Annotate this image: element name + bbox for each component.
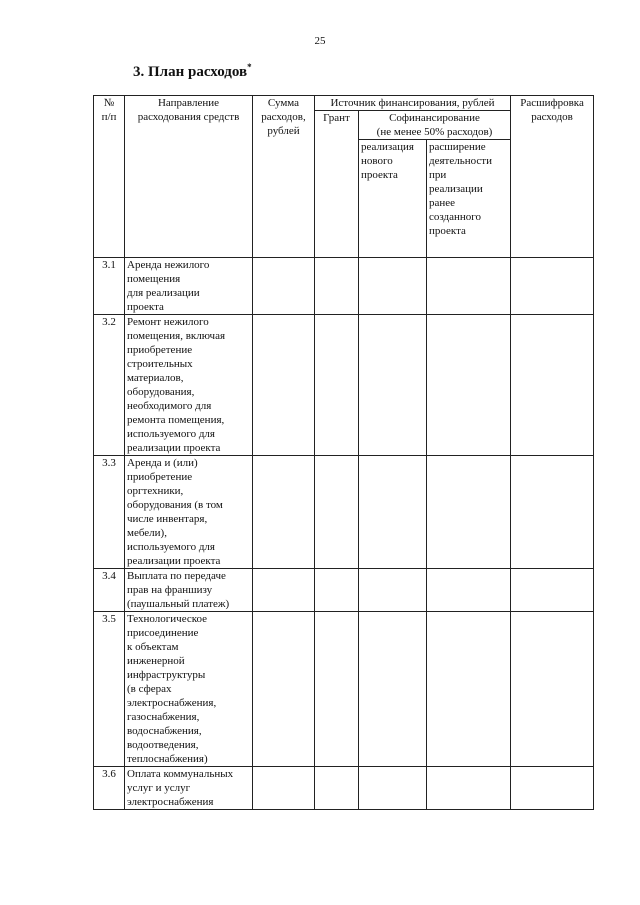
row-number: 3.4 — [94, 569, 125, 612]
row-grant-cell — [315, 456, 359, 569]
row-direction: Аренда нежилого помещения для реализации проекта — [125, 258, 253, 315]
row-expansion-cell — [427, 315, 511, 456]
header-cofinancing: Софинансирование (не менее 50% расходов) — [359, 111, 511, 140]
row-new-project-cell — [359, 767, 427, 810]
row-grant-cell — [315, 612, 359, 767]
row-grant-cell — [315, 315, 359, 456]
table-row — [94, 456, 594, 569]
row-direction: Оплата коммунальных услуг и услуг электроснабжения — [125, 767, 253, 810]
row-direction: Технологическое присоединение к объектам инженерной инфраструктуры (в сферах электроснабжения, газоснабжения, водоснабжения, водоотведения, теплоснабжения) — [125, 612, 253, 767]
row-amount-cell — [253, 767, 315, 810]
table-row — [94, 612, 594, 767]
row-new-project-cell — [359, 315, 427, 456]
row-number: 3.5 — [94, 612, 125, 767]
header-direction: Направление расходования средств — [125, 96, 253, 258]
row-breakdown-cell — [511, 612, 594, 767]
header-grant: Грант — [315, 111, 359, 258]
row-number: 3.2 — [94, 315, 125, 456]
table-row — [94, 767, 594, 810]
row-amount-cell — [253, 258, 315, 315]
row-grant-cell — [315, 767, 359, 810]
row-breakdown-cell — [511, 767, 594, 810]
row-breakdown-cell — [511, 456, 594, 569]
row-new-project-cell — [359, 258, 427, 315]
row-number: 3.6 — [94, 767, 125, 810]
row-expansion-cell — [427, 456, 511, 569]
row-amount-cell — [253, 569, 315, 612]
section-title-text: 3. План расходов — [133, 64, 248, 80]
header-new-project: реализация нового проекта — [359, 140, 427, 258]
row-amount-cell — [253, 315, 315, 456]
row-breakdown-cell — [511, 569, 594, 612]
row-direction: Выплата по передаче прав на франшизу (паушальный платеж) — [125, 569, 253, 612]
row-expansion-cell — [427, 258, 511, 315]
row-number: 3.3 — [94, 456, 125, 569]
row-amount-cell — [253, 612, 315, 767]
row-grant-cell — [315, 569, 359, 612]
row-number: 3.1 — [94, 258, 125, 315]
row-new-project-cell — [359, 456, 427, 569]
row-expansion-cell — [427, 767, 511, 810]
page-number: 25 — [314, 35, 326, 47]
section-title — [133, 62, 252, 81]
row-amount-cell — [253, 456, 315, 569]
row-direction: Ремонт нежилого помещения, включая приобретение строительных материалов, оборудования, необходимого для ремонта помещения, используемого для реализации проекта — [125, 315, 253, 456]
header-breakdown: Расшифровка расходов — [511, 96, 594, 258]
row-expansion-cell — [427, 612, 511, 767]
expense-plan-table — [93, 95, 594, 810]
row-new-project-cell — [359, 569, 427, 612]
header-expansion: расширение деятельности при реализации ранее созданного проекта — [427, 140, 511, 258]
header-funding-source: Источник финансирования, рублей — [315, 96, 511, 111]
row-expansion-cell — [427, 569, 511, 612]
table-row — [94, 258, 594, 315]
row-new-project-cell — [359, 612, 427, 767]
table-row — [94, 569, 594, 612]
header-amount: Сумма расходов, рублей — [253, 96, 315, 258]
row-direction: Аренда и (или) приобретение оргтехники, оборудования (в том числе инвентаря, мебели), используемого для реализации проекта — [125, 456, 253, 569]
table-row — [94, 315, 594, 456]
header-number: № п/п — [94, 96, 125, 258]
row-breakdown-cell — [511, 315, 594, 456]
header-row-1 — [94, 96, 594, 111]
footnote-mark: * — [247, 62, 252, 72]
row-grant-cell — [315, 258, 359, 315]
row-breakdown-cell — [511, 258, 594, 315]
